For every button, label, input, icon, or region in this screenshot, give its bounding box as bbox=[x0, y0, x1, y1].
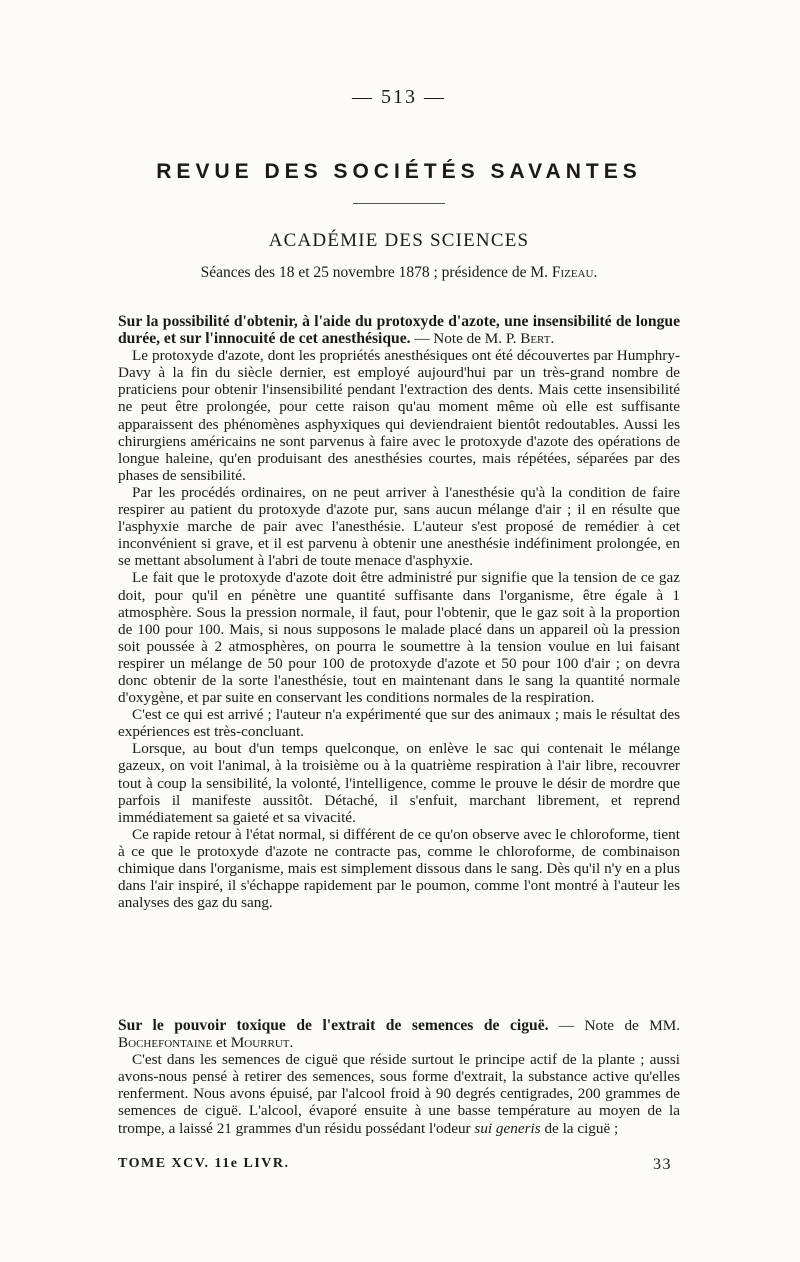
sessions-text: Séances des 18 et 25 novembre 1878 ; présidence de M. bbox=[200, 264, 552, 281]
italic-phrase: sui generis bbox=[474, 1119, 541, 1137]
note-prefix: — Note de MM. bbox=[548, 1017, 681, 1034]
article-headline-line bbox=[118, 1017, 680, 1051]
article-headline: Sur la possibilité d'obtenir, à l'aide du protoxyde d'azote, une insensibilité de longue durée, et sur l'innocuité de cet anesthésique. bbox=[118, 313, 680, 348]
author-end: . bbox=[550, 330, 555, 348]
signature-number: 33 bbox=[653, 1156, 672, 1173]
paragraph: Le fait que le protoxyde d'azote doit être administré pur signifie que la tension de ce gaz doit, pour qu'il en pénètre une quantité suffisante dans l'organisme, être égale à 1 atmosphère. Sous la pression normale, il faut, pour l'obtenir, que le gaz soit à la proportion de 100 pour 100. Mais, si nous supposons le malade placé dans un appareil où la pression soit poussée à 2 atmosphères, on pourra le soumettre à la tension voulue en lui faisant respirer un mélange de 50 pour 100 de protoxyde d'azote et 50 pour 100 d'air ; on devra donc obtenir de la sorte l'anesthésie, tout en maintenant dans le sang la quantité normale d'oxygène, et par suite en conservant les conditions normales de la respiration. bbox=[118, 569, 680, 707]
paragraph-text-end: de la ciguë ; bbox=[540, 1119, 619, 1137]
page-number: — 513 — bbox=[352, 86, 446, 108]
page-footer bbox=[118, 1156, 680, 1172]
article-bochefontaine bbox=[118, 1017, 680, 1137]
author-name: Bert bbox=[520, 330, 551, 348]
article-headline-line bbox=[118, 313, 680, 347]
sessions-line bbox=[118, 264, 680, 282]
volume-label: TOME XCV. 11e LIVR. bbox=[118, 1156, 290, 1171]
president-name: Fizeau bbox=[551, 264, 594, 281]
journal-title: REVUE DES SOCIÉTÉS SAVANTES bbox=[156, 160, 642, 183]
paragraph-text: C'est dans les semences de ciguë que réside surtout le principe actif de la plante ; aussi avons-nous pensé à retirer des semences, sous forme d'extrait, la substance active qu'elles renferment. Nous avons épuisé, par l'alcool froid à 90 degrés centigrades, 200 grammes de semences de ciguë. L'alcool, évaporé ensuite à une basse température au moyen de la trompe, a laissé 21 grammes d'un résidu possédant l'odeur bbox=[118, 1051, 680, 1137]
article-headline: Sur le pouvoir toxique de l'extrait de semences de ciguë. bbox=[118, 1017, 549, 1034]
paragraph: Lorsque, au bout d'un temps quelconque, on enlève le sac qui contenait le mélange gazeux, on voit l'animal, à la troisième ou à la quatrième respiration à l'air libre, recouvrer tout à coup la sensibilité, la volonté, l'intelligence, comme le prouve le désir de mordre que parfois il manifeste aussitôt. Détaché, il s'enfuit, marchant librement, et reprend immédiatement sa gaieté et sa vivacité. bbox=[118, 740, 680, 826]
paragraph bbox=[118, 1051, 680, 1136]
paragraph: Le protoxyde d'azote, dont les propriétés anesthésiques ont été découvertes par Humphry-Davy à la fin du siècle dernier, est employé aujourd'hui par un très-grand nombre de praticiens pour obtenir l'insensibilité pendant l'extraction des dents. Mais cette insensibilité ne peut être prolongée, pour cette raison qu'au moment même où elle est suffisante apparaissent des phénomènes asphyxiques qui deviendraient bientôt redoutables. Aussi les chirurgiens américains ne sont parvenus à faire avec le protoxyde d'azote des opérations de longue haleine, qu'en produisant des anesthésies courtes, mais répétées, séparées par des phases de sensibilité. bbox=[118, 347, 680, 484]
author-name: Mourrut bbox=[230, 1034, 290, 1052]
paragraph: Par les procédés ordinaires, on ne peut arriver à l'anesthésie qu'à la condition de faire respirer au patient du protoxyde d'azote pur, sans aucun mélange d'air ; il en résulte que l'asphyxie marche de pair avec l'anesthésie. L'auteur s'est proposé de remédier à cet inconvénient si grave, et il est parvenu à obtenir une anesthésie indéfiniment prolongée, en se mettant absolument à l'abri de toute menace d'asphyxie. bbox=[118, 483, 680, 570]
author-conj: et bbox=[212, 1034, 231, 1052]
note-prefix: — Note de M. P. bbox=[410, 330, 521, 348]
paragraph: Ce rapide retour à l'état normal, si différent de ce qu'on observe avec le chloroforme, tient à ce que le protoxyde d'azote ne contracte pas, comme le chloroforme, de combinaison chimique dans l'organisme, mais est simplement dissous dans le sang. Dès qu'il n'y en a plus dans l'air inspiré, il s'échappe rapidement par le poumon, comme l'ont montré à l'auteur les analyses des gaz du sang. bbox=[118, 825, 680, 912]
sessions-end: . bbox=[593, 264, 598, 281]
academy-heading: ACADÉMIE DES SCIENCES bbox=[268, 230, 530, 251]
paragraph: C'est ce qui est arrivé ; l'auteur n'a expérimenté que sur des animaux ; mais le résultat des expériences est très-concluant. bbox=[118, 706, 680, 741]
author-name: Bochefontaine bbox=[118, 1034, 213, 1052]
article-bert bbox=[118, 313, 680, 911]
author-end: . bbox=[289, 1034, 294, 1052]
title-rule bbox=[353, 203, 445, 204]
